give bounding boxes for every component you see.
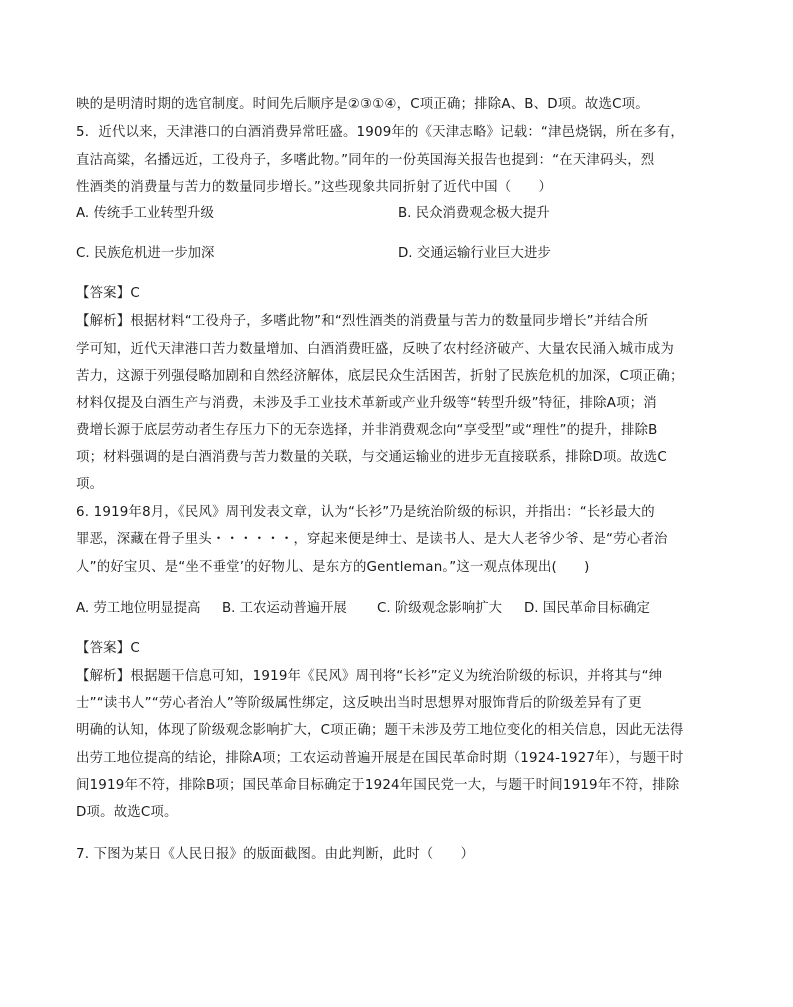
- answer-label: 【答案】C: [76, 641, 140, 656]
- analysis-line: 学可知，近代天津港口苦力数量增加、白酒消费旺盛，反映了农村经济破产、大量农民涌入城市成为: [76, 342, 674, 357]
- question-stem-line: 性酒类的消费量与苦力的数量同步增长。”这些现象共同折射了近代中国（ ）: [76, 180, 553, 195]
- option-a: A. 传统手工业转型升级: [76, 206, 214, 221]
- analysis-line: 项。: [76, 477, 104, 492]
- analysis-line: 费增长源于底层劳动者生存压力下的无奈选择，并非消费观念向“享受型”或“理性”的提升，排除B: [76, 423, 658, 438]
- option-d: D. 国民革命目标确定: [524, 601, 650, 616]
- question-stem-line: 人”的好宝贝、是“坐不垂堂’的好物儿、是东方的Gentleman。”这一观点体现出( ): [76, 560, 590, 575]
- option-b: B. 工农运动普遍开展: [222, 601, 347, 616]
- analysis-line: 士”“读书人”“劳心者治人”等阶级属性绑定，这反映出当时思想界对服饰背后的阶级差异有了更: [76, 696, 642, 711]
- analysis-line: 出劳工地位提高的结论，排除A项；工农运动普遍开展是在国民革命时期（1924-1927年），与题干时: [76, 751, 684, 766]
- analysis-line: 明确的认知，体现了阶级观念影响扩大，C项正确；题干未涉及劳工地位变化的相关信息，因此无法得: [76, 723, 684, 738]
- question-stem-line: 罪恶，深藏在骨子里头・・・・・・，穿起来便是绅士、是读书人、是大人老爷少爷、是“劳心者治: [76, 532, 668, 547]
- option-a: A. 劳工地位明显提高: [76, 601, 201, 616]
- question-stem-line: 6. 1919年8月，《民风》周刊发表文章，认为“长衫”乃是统治阶级的标识，并指出：“长衫最大的: [76, 505, 655, 520]
- analysis-line: 苦力，这源于列强侵略加剧和自然经济解体，底层民众生活困苦，折射了民族危机的加深，C项正确；: [76, 369, 684, 384]
- analysis-line: 项；材料强调的是白酒消费与苦力数量的关联，与交通运输业的进步无直接联系，排除D项。故选C: [76, 450, 667, 465]
- previous-analysis-tail: 映的是明清时期的选官制度。时间先后顺序是②③①④，C项正确；排除A、B、D项。故选C项。: [76, 97, 649, 112]
- option-d: D. 交通运输行业巨大进步: [398, 246, 551, 261]
- option-c: C. 民族危机进一步加深: [76, 246, 215, 261]
- question-stem-line: 5．近代以来，天津港口的白酒消费异常旺盛。1909年的《天津志略》记载：“津邑烧锅，所在多有，: [76, 125, 684, 140]
- question-stem-line: 直沽高粱，名播远近，工役舟子，多嗜此物。”同年的一份英国海关报告也提到：“在天津码头，烈: [76, 153, 655, 168]
- analysis-line: D项。故选C项。: [76, 805, 178, 820]
- option-c: C. 阶级观念影响扩大: [377, 601, 502, 616]
- analysis-line: 【解析】根据题干信息可知，1919年《民风》周刊将“长衫”定义为统治阶级的标识，并将其与“绅: [76, 669, 663, 684]
- analysis-line: 材料仅提及白酒生产与消费，未涉及手工业技术革新或产业升级等“转型升级”特征，排除A项；消: [76, 396, 657, 411]
- question-stem-line: 7. 下图为某日《人民日报》的版面截图。由此判断，此时（ ）: [76, 847, 475, 862]
- analysis-line: 【解析】根据材料“工役舟子，多嗜此物”和“烈性酒类的消费量与苦力的数量同步增长”并结合所: [76, 314, 649, 329]
- option-b: B. 民众消费观念极大提升: [398, 206, 550, 221]
- analysis-line: 间1919年不符，排除B项；国民革命目标确定于1924年国民党一大，与题干时间1919年不符，排除: [76, 778, 680, 793]
- answer-label: 【答案】C: [76, 286, 140, 301]
